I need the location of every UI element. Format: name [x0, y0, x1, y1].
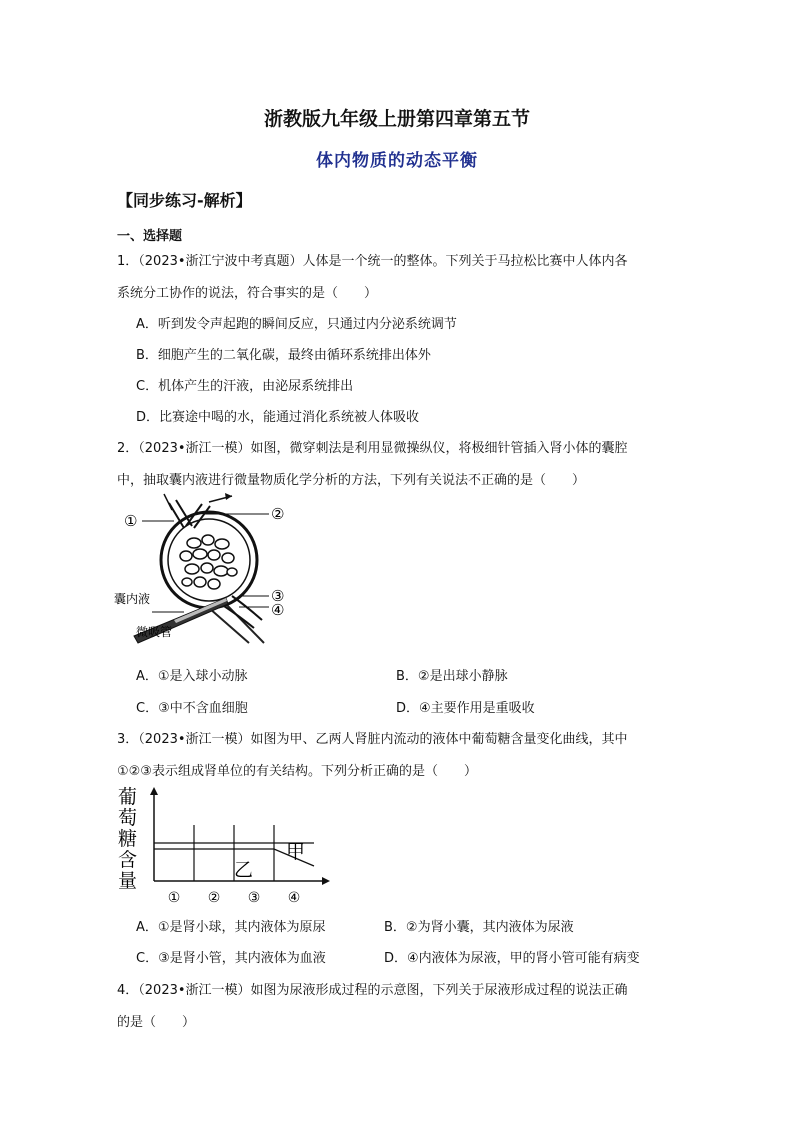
q4-line-1: 4．（2023•浙江一模）如图为尿液形成过程的示意图，下列关于尿液形成过程的说法正确 [117, 983, 628, 998]
label-2: ② [271, 505, 285, 523]
q1-option-b: B．细胞产生的二氧化碳，最终由循环系统排出体外 [136, 348, 431, 363]
x-tick-label: ④ [287, 890, 301, 906]
q1-option-a: A．听到发令声起跑的瞬间反应，只通过内分泌系统调节 [136, 317, 457, 332]
label-liquid: 囊内液 [114, 592, 151, 606]
q1-line-2: 系统分工协作的说法，符合事实的是（ ） [117, 286, 378, 301]
q3-option-d: D．④内液体为尿液，甲的肾小管可能有病变 [384, 951, 640, 966]
q3-option-c: C．③是肾小管，其内液体为血液 [136, 951, 326, 966]
q1-option-c: C．机体产生的汗液，由泌尿系统排出 [136, 379, 354, 394]
chart-ylabel: 葡萄糖含量 [118, 786, 138, 892]
q2-option-d: D．④主要作用是重吸收 [396, 701, 535, 716]
q2-line-1: 2．（2023•浙江一模）如图，微穿刺法是利用显微操纵仪，将极细针管插入肾小体的囊腔 [117, 441, 628, 456]
document-title: 浙教版九年级上册第四章第五节 [263, 108, 530, 130]
kidney-corpuscle-figure [114, 488, 304, 648]
section-heading: 【同步练习-解析】 [117, 191, 252, 210]
q1-line-1: 1．（2023•浙江宁波中考真题）人体是一个统一的整体。下列关于马拉松比赛中人体内各 [117, 254, 628, 269]
q3-option-a: A．①是肾小球，其内液体为原尿 [136, 920, 326, 935]
x-tick-label: ③ [247, 890, 261, 906]
label-4: ④ [271, 601, 285, 619]
x-tick-label: ② [207, 890, 221, 906]
x-tick-label: ① [167, 890, 181, 906]
x-axis-arrow [322, 877, 330, 885]
q4-line-2: 的是（ ） [117, 1015, 196, 1030]
label-1: ① [124, 512, 138, 530]
q2-option-b: B．②是出球小静脉 [396, 669, 508, 684]
document-subtitle: 体内物质的动态平衡 [316, 151, 478, 171]
q3-line-1: 3．（2023•浙江一模）如图为甲、乙两人肾脏内流动的液体中葡萄糖含量变化曲线，其中 [117, 732, 628, 747]
part-heading: 一、选择题 [117, 229, 183, 244]
label-3: ③ [271, 587, 285, 605]
q3-option-b: B．②为肾小囊，其内液体为尿液 [384, 920, 574, 935]
label-pipette: 微吸管 [136, 625, 173, 639]
y-axis-arrow [150, 787, 158, 795]
glucose-chart [114, 785, 334, 910]
q2-line-2: 中，抽取囊内液进行微量物质化学分析的方法，下列有关说法不正确的是（ ） [117, 473, 586, 488]
q2-option-a: A．①是入球小动脉 [136, 669, 248, 684]
q1-option-d: D．比赛途中喝的水，能通过消化系统被人体吸收 [136, 410, 420, 425]
q2-option-c: C．③中不含血细胞 [136, 701, 248, 716]
series-label: 甲 [286, 841, 306, 863]
series-label: 乙 [234, 859, 254, 881]
q3-line-2: ①②③表示组成肾单位的有关结构。下列分析正确的是（ ） [117, 764, 477, 779]
